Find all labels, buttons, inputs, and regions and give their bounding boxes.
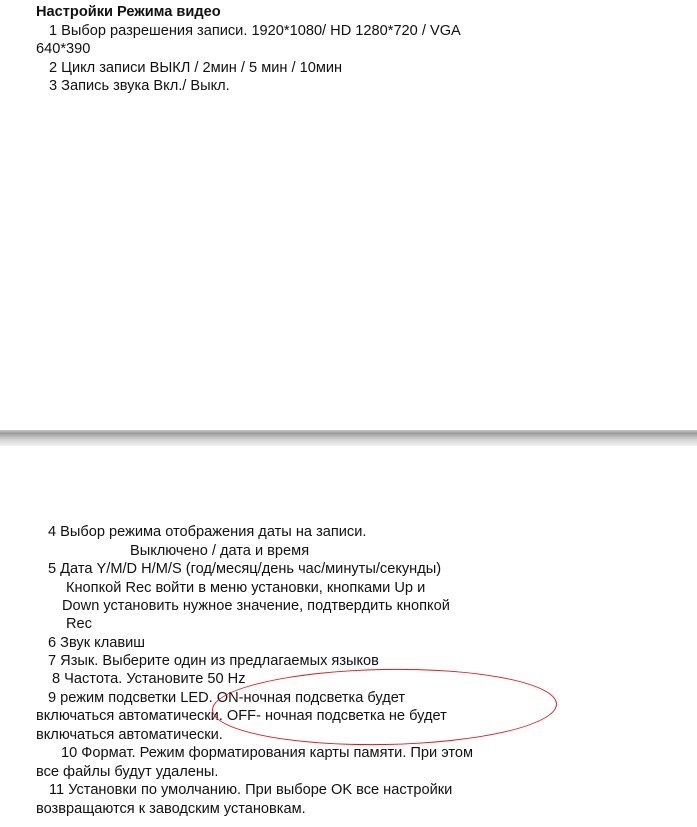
page-separator: [0, 430, 697, 446]
text-line: 8 Частота. Установите 50 Hz: [52, 671, 246, 687]
text-line: все файлы будут удалены.: [36, 764, 219, 780]
document-page-2: [0, 446, 697, 827]
text-line: 640*390: [36, 41, 91, 57]
text-line: Выключено / дата и время: [130, 543, 310, 559]
text-line: 2 Цикл записи ВЫКЛ / 2мин / 5 мин / 10мин: [49, 60, 343, 76]
text-line: 5 Дата Y/M/D H/M/S (год/месяц/день час/минуты/секунды): [48, 561, 442, 577]
text-line: 6 Звук клавиш: [48, 635, 145, 651]
text-line: Кнопкой Rec войти в меню установки, кнопками Up и: [66, 580, 426, 596]
text-line: 11 Установки по умолчанию. При выборе OK все настройки: [49, 782, 453, 798]
text-line: Rec: [66, 616, 92, 632]
text-line: 1 Выбор разрешения записи. 1920*1080/ HD 1280*720 / VGA: [49, 23, 461, 39]
text-line: 10 Формат. Режим форматирования карты памяти. При этом: [61, 745, 474, 761]
section-heading: Настройки Режима видео: [36, 4, 221, 20]
text-line: 3 Запись звука Вкл./ Выкл.: [49, 78, 230, 94]
text-line: включаться автоматически.: [36, 727, 223, 743]
text-line: 4 Выбор режима отображения даты на записи.: [48, 524, 367, 540]
text-line: Down установить нужное значение, подтвердить кнопкой: [62, 598, 450, 614]
text-line: 7 Язык. Выберите один из предлагаемых языков: [48, 653, 379, 669]
text-line: включаться автоматически. OFF- ночная подсветка не будет: [36, 708, 447, 724]
text-line: 9 режим подсветки LED. ON-ночная подсветка будет: [48, 690, 406, 706]
text-line: возвращаются к заводским установкам.: [36, 801, 306, 817]
